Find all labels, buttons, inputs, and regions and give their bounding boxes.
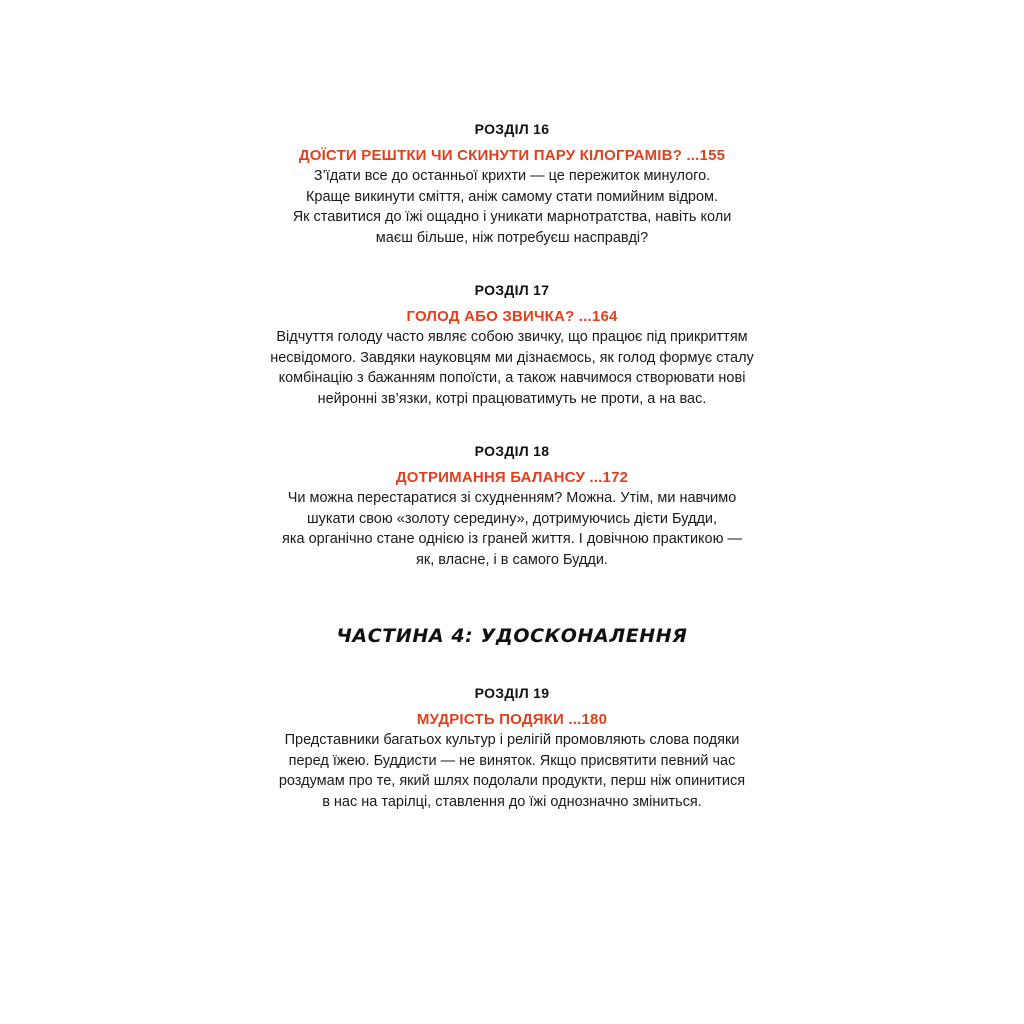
chapter-16-entry (212, 120, 812, 248)
chapter-19-entry (212, 684, 812, 812)
part-heading: ЧАСТИНА 4: УДОСКОНАЛЕННЯ (336, 625, 688, 647)
chapter-title-link[interactable]: ДОТРИМАННЯ БАЛАНСУ ...172 (395, 469, 629, 486)
description-line: Як ставитися до їжі ощадно і уникати марнотратства, навіть коли (292, 209, 732, 225)
chapter-description (212, 327, 812, 409)
description-line: комбінацію з бажанням попоїсти, а також навчимося створювати нові (278, 370, 746, 386)
description-line: Чи можна перестаратися зі схудненням? Можна. Утім, ми навчимо (287, 490, 737, 506)
description-line: роздумам про те, який шлях подолали продукти, перш ніж опинитися (278, 773, 746, 789)
chapter-title-link[interactable]: ДОЇСТИ РЕШТКИ ЧИ СКИНУТИ ПАРУ КІЛОГРАМІВ? ...155 (298, 147, 726, 164)
chapter-title-link[interactable]: МУДРІСТЬ ПОДЯКИ ...180 (416, 711, 608, 728)
chapter-17-entry (212, 281, 812, 409)
description-line: маєш більше, ніж потребуєш насправді? (375, 229, 649, 246)
description-line: шукати свою «золоту середину», дотримуючись дієти Будди, (306, 510, 718, 527)
chapter-label: РОЗДІЛ 16 (474, 121, 550, 137)
description-line: Краще викинути сміття, аніж самому стати помийним відром. (305, 188, 719, 205)
description-line: в нас на тарілці, ставлення до їжі однозначно зміниться. (322, 793, 702, 810)
description-line: З’їдати все до останньої крихти — це пережиток минулого. (313, 168, 711, 184)
description-line: перед їжею. Буддисти — не виняток. Якщо присвятити певний час (288, 752, 736, 769)
chapter-label: РОЗДІЛ 18 (474, 443, 550, 459)
chapter-description (212, 166, 812, 248)
chapter-title-link[interactable]: ГОЛОД АБО ЗВИЧКА? ...164 (406, 308, 618, 325)
description-line: Відчуття голоду часто являє собою звичку, що працює під прикриттям (276, 329, 748, 345)
description-line: Представники багатьох культур і релігій промовляють слова подяки (284, 732, 740, 748)
chapter-description (212, 730, 812, 812)
description-line: несвідомого. Завдяки науковцям ми дізнаємось, як голод формує сталу (270, 349, 754, 366)
description-line: як, власне, і в самого Будди. (416, 551, 608, 568)
description-line: нейронні зв’язки, котрі працюватимуть не проти, а на вас. (317, 390, 707, 407)
chapter-label: РОЗДІЛ 19 (474, 685, 550, 701)
chapter-description (212, 488, 812, 570)
chapter-label: РОЗДІЛ 17 (474, 282, 550, 298)
chapter-18-entry (212, 442, 812, 570)
description-line: яка органічно стане однією із граней життя. І довічною практикою — (281, 531, 743, 547)
